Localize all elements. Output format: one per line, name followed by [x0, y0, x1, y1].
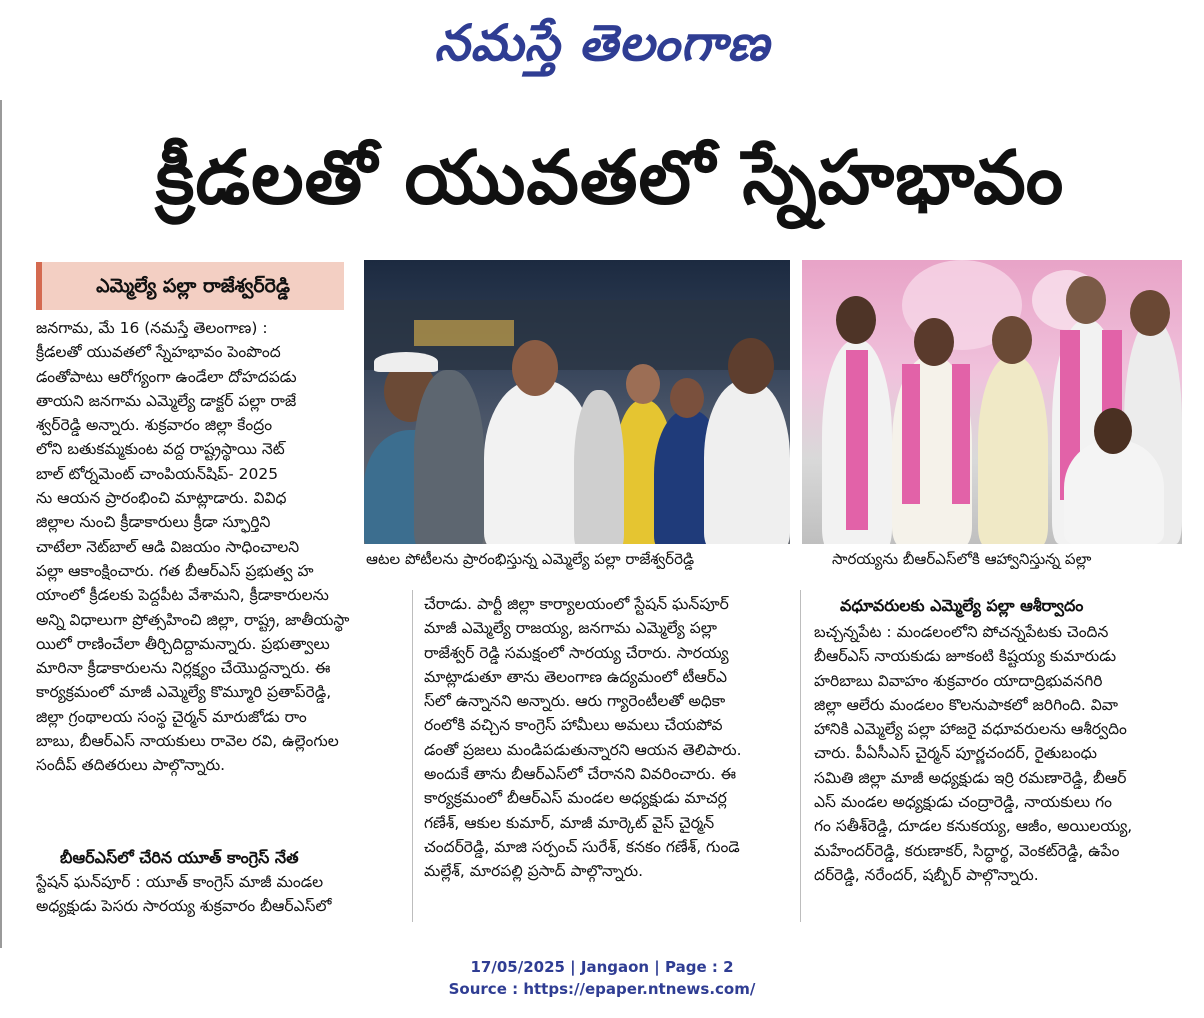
article-line: బీఆర్‌ఎస్ నాయకుడు జూకంటి కిష్టయ్య కుమారుడు — [814, 647, 1117, 666]
article-line: దర్‌రెడ్డి, నరేందర్, షబ్బీర్ పాల్గొన్నారు. — [814, 865, 1039, 884]
article-main — [36, 316, 362, 778]
article-line: కార్యక్రమంలో మాజీ ఎమ్మెల్యే కొమ్మూరి ప్రతాప్‌రెడ్డి, — [36, 683, 332, 702]
article-line: గణేశ్, ఆకుల కుమార్, మాజీ మార్కెట్ వైస్ చైర్మన్ — [424, 813, 715, 832]
article-line: మాజీ ఎమ్మెల్యే రాజయ్య, జనగామ ఎమ్మెల్యే పల్లా — [424, 619, 717, 638]
masthead-logo: నమస్తే తెలంగాణ — [434, 14, 770, 72]
article-line: గం సతీశ్‌రెడ్డి, దూడల కనుకయ్య, ఆజీం, అయిలయ్య, — [814, 817, 1133, 836]
article-line: జిల్లా ఆలేరు మండలం కొలనుపాకలో జరిగింది. వివా — [814, 695, 1119, 714]
left-border-rule — [0, 100, 2, 948]
article-line: స్టేషన్ ఘన్‌పూర్ : యూత్ కాంగ్రెస్ మాజీ మండల — [36, 873, 324, 891]
article-line: క్రీడలతో యువతలో స్నేహభావం పెంపొంద — [36, 343, 281, 362]
photo-saraiah-joining — [802, 260, 1182, 544]
article-line: అధ్యక్షుడు పెసరు సారయ్య శుక్రవారం బీఆర్‌ఎస్‌లో — [36, 897, 332, 916]
footer-source-link[interactable]: Source : https://epaper.ntnews.com/ — [448, 980, 756, 998]
article-line: శ్వర్‌రెడ్డి అన్నారు. శుక్రవారం జిల్లా కేంద్రం — [36, 416, 273, 435]
article-line: జనగామ, మే 16 (నమస్తే తెలంగాణ) : — [36, 319, 268, 337]
article-line: సమితి జిల్లా మాజీ అధ్యక్షుడు ఇర్రి రమణారెడ్డి, బీఆర్ — [814, 768, 1127, 787]
article-line: ఎస్ మండల అధ్యక్షుడు చంద్రారెడ్డి, నాయకులు గం — [814, 793, 1112, 812]
article-line: హరిబాబు వివాహం శుక్రవారం యాదాద్రిభువనగిరి — [814, 671, 1103, 690]
column-divider — [800, 590, 801, 922]
article-line: చాటేలా నెట్‌బాల్ ఆడి విజయం సాధించాలని — [36, 537, 300, 556]
article-line: అన్ని విధాలుగా ప్రోత్సహించి జిల్లా, రాష్ట్ర, జాతీయస్థా — [36, 610, 350, 629]
article-line: చేరాడు. పార్టీ జిల్లా కార్యాలయంలో స్టేషన్ ఘన్‌పూర్ — [424, 595, 729, 613]
article-line: డంతోపాటు ఆరోగ్యంగా ఉండేలా దోహదపడు — [36, 367, 297, 386]
article-line: హానికి ఎమ్మెల్యే పల్లా హాజరై వధూవరులను ఆశీర్వదిం — [814, 720, 1127, 739]
headline: క్రీడలతో యువతలో స్నేహభావం — [155, 135, 1065, 221]
article-line: కార్యక్రమంలో బీఆర్‌ఎస్ మండల అధ్యక్షుడు మాచర్ల — [424, 789, 727, 808]
article-line: డంతో ప్రజలు మండిపడుతున్నారని ఆయన తెలిపారు. — [424, 740, 742, 759]
article-line: సందీప్ తదితరులు పాల్గొన్నారు. — [36, 756, 226, 775]
article-line: రాజేశ్వర్ రెడ్డి సమక్షంలో సారయ్య చేరారు. సారయ్య — [424, 643, 729, 662]
article-youth-congress-start — [36, 870, 392, 919]
article-line: మల్లేశ్, మారపల్లి ప్రసాద్ పాల్గొన్నారు. — [424, 862, 644, 881]
article-line: యాంలో క్రీడలకు పెద్దపీట వేశామని, క్రీడాకారులను — [36, 586, 329, 605]
article-line: మహేందర్‌రెడ్డి, కరుణాకర్, సిద్ధార్థ, వెంకట్‌రెడ్డి, ఉపేం — [814, 841, 1120, 860]
article-line: చందర్‌రెడ్డి, మాజి సర్పంచ్ సురేశ్, కనకం గణేశ్, గుండె — [424, 837, 740, 856]
column-divider — [412, 590, 413, 922]
article-line: రంలోకి వచ్చిన కాంగ్రెస్ హామీలు అమలు చేయపోవ — [424, 716, 723, 735]
article-line: మాట్లాడుతూ తాను తెలంగాణ ఉద్యమంలో టీఆర్‌ఎ — [424, 667, 728, 686]
byline-text: ఎమ్మెల్యే పల్లా రాజేశ్వర్‌రెడ్డి — [96, 275, 290, 297]
article-blessing — [814, 620, 1186, 887]
article-line: పల్లా ఆకాంక్షించారు. గత బీఆర్‌ఎస్ ప్రభుత్వ హ — [36, 561, 314, 580]
article-line: యిలో రాణించేలా తీర్చిదిద్దామన్నారు. ప్రభుత్వాలు — [36, 634, 330, 653]
caption-photo-games: ఆటల పోటీలను ప్రారంభిస్తున్న ఎమ్మెల్యే పల్లా రాజేశ్వర్‌రెడ్డి — [366, 550, 695, 568]
article-line: బాబు, బీఆర్‌ఎస్ నాయకులు రావెల రవి, ఉల్లెంగుల — [36, 732, 339, 751]
article-line: అందుకే తాను బీఆర్‌ఎస్‌లో చేరానని వివరించారు. ఈ — [424, 765, 737, 784]
article-line: బచ్చన్నపేట : మండలంలోని పోచన్నపేటకు చెందిన — [814, 623, 1109, 641]
article-line: జిల్లా గ్రంథాలయ సంస్థ చైర్మన్ మారుజోడు రాం — [36, 707, 307, 726]
article-line: స్‌లో ఉన్నానని అన్నారు. ఆరు గ్యారెంటీలతో అధికా — [424, 692, 726, 711]
article-line: చారు. పీఏసీఎస్ చైర్మన్ పూర్ణచందర్, రైతుబంధు — [814, 744, 1097, 763]
article-line: మారినా క్రీడాకారులను నిర్లక్ష్యం చేయొద్దన్నారు. ఈ — [36, 659, 331, 678]
photo-games-inauguration — [364, 260, 790, 544]
subhead-blessing: వధూవరులకు ఎమ్మెల్యే పల్లా ఆశీర్వాదం — [840, 596, 1084, 615]
article-line: జిల్లాల నుంచి క్రీడాకారులు క్రీడా స్ఫూర్తిని — [36, 513, 271, 532]
article-line: ను ఆయన ప్రారంభించి మాట్లాడారు. వివిధ — [36, 489, 287, 508]
article-youth-congress-cont — [424, 592, 796, 884]
byline-box — [36, 262, 344, 310]
footer-date-line: 17/05/2025 | Jangaon | Page : 2 — [470, 958, 734, 976]
article-line: బాల్ టోర్నమెంట్ చాంపియన్‌షిప్- 2025 — [36, 464, 279, 483]
caption-photo-saraiah: సారయ్యను బీఆర్‌ఎస్‌లోకి ఆహ్వానిస్తున్న పల్లా — [832, 550, 1092, 568]
article-line: లోని బతుకమ్మకుంట వద్ద రాష్ట్రస్థాయి నెట్ — [36, 440, 285, 459]
subhead-youth-congress: బీఆర్‌ఎస్‌లో చేరిన యూత్ కాంగ్రెస్ నేత — [60, 848, 299, 867]
article-line: తాయని జనగామ ఎమ్మెల్యే డాక్టర్ పల్లా రాజే — [36, 391, 297, 410]
